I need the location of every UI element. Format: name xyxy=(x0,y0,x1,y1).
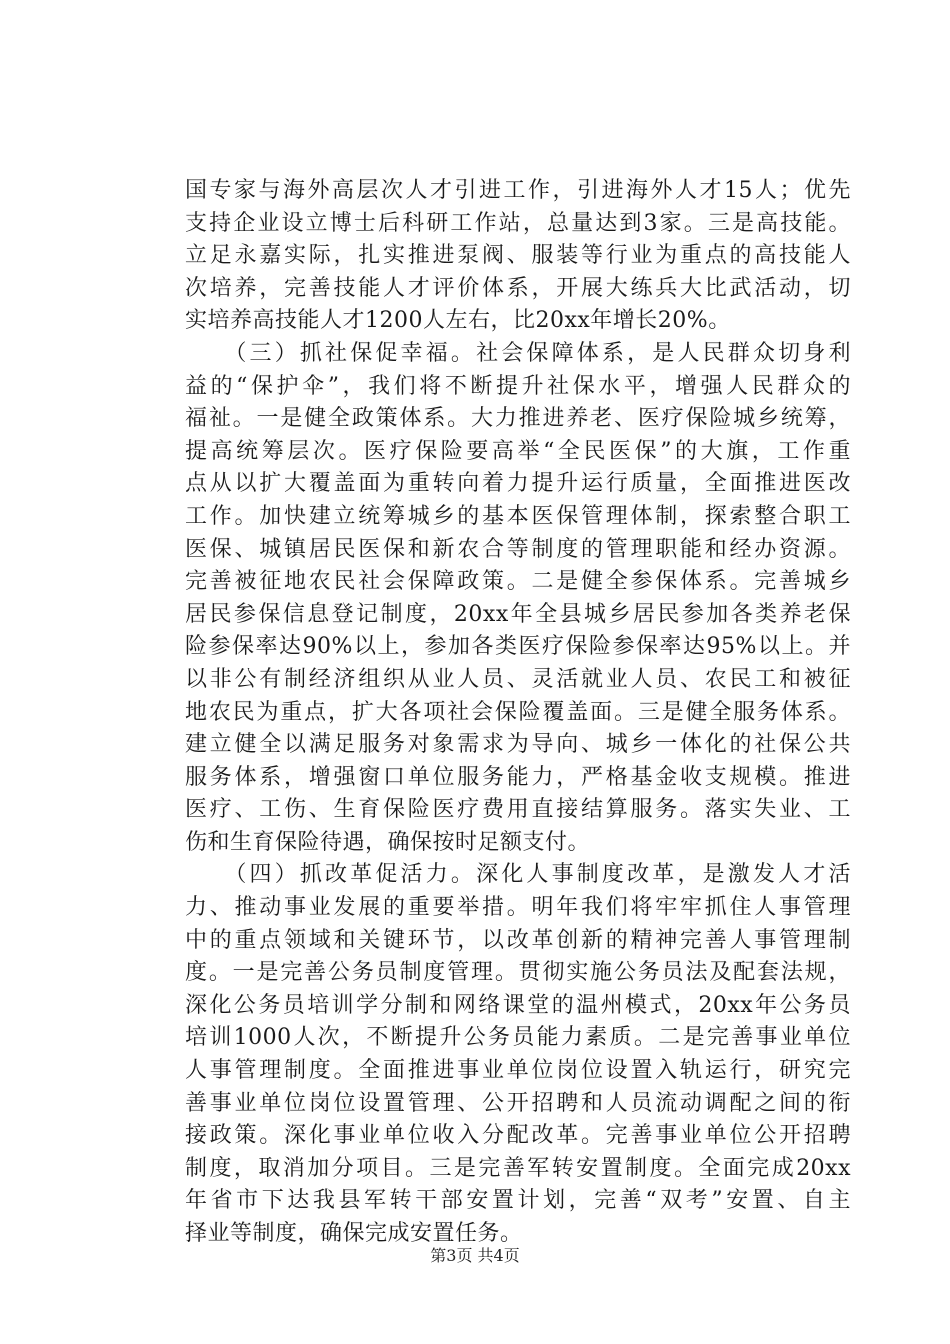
text-line: 中的重点领域和关键环节，以改革创新的精神完善人事管理制 xyxy=(185,927,851,953)
page-footer: 第3页 共4页 xyxy=(430,1246,520,1265)
text-line: 次培养，完善技能人才评价体系，开展大练兵大比武活动，切 xyxy=(185,275,851,301)
text-line: 提高统筹层次。医疗保险要高举“全民医保”的大旗，工作重 xyxy=(185,438,851,464)
text-line: 年省市下达我县军转干部安置计划，完善“双考”安置、自主 xyxy=(185,1188,851,1214)
text-line: 力、推动事业发展的重要举措。明年我们将牢牢抓住人事管理 xyxy=(185,895,851,921)
text-line: 以非公有制经济组织从业人员、灵活就业人员、农民工和被征 xyxy=(185,666,851,692)
text-line: 度。一是完善公务员制度管理。贯彻实施公务员法及配套法规， xyxy=(185,960,851,986)
text-line: 善事业单位岗位设置管理、公开招聘和人员流动调配之间的衔 xyxy=(185,1090,851,1116)
text-line: 制度，取消加分项目。三是完善军转安置制度。全面完成20xx xyxy=(185,1155,851,1181)
text-line: 居民参保信息登记制度，20xx年全县城乡居民参加各类养老保 xyxy=(185,601,851,627)
text-line: 服务体系，增强窗口单位服务能力，严格基金收支规模。推进 xyxy=(185,764,851,790)
text-line: 益的“保护伞”，我们将不断提升社保水平，增强人民群众的 xyxy=(185,373,851,399)
text-line: （三）抓社保促幸福。社会保障体系，是人民群众切身利 xyxy=(185,340,851,366)
text-line: 立足永嘉实际，扎实推进泵阀、服装等行业为重点的高技能人 xyxy=(185,243,851,269)
text-line: 接政策。深化事业单位收入分配改革。完善事业单位公开招聘 xyxy=(185,1123,851,1149)
text-line: 建立健全以满足服务对象需求为导向、城乡一体化的社保公共 xyxy=(185,732,851,758)
document-body xyxy=(185,175,851,1251)
text-line: 深化公务员培训学分制和网络课堂的温州模式，20xx年公务员 xyxy=(185,992,851,1018)
text-line: 点从以扩大覆盖面为重转向着力提升运行质量，全面推进医改 xyxy=(185,471,851,497)
text-line: 福祉。一是健全政策体系。大力推进养老、医疗保险城乡统筹， xyxy=(185,406,851,432)
text-line: 医保、城镇居民医保和新农合等制度的管理职能和经办资源。 xyxy=(185,536,851,562)
text-line: 医疗、工伤、生育保险医疗费用直接结算服务。落实失业、工 xyxy=(185,797,851,823)
text-line: 人事管理制度。全面推进事业单位岗位设置入轨运行，研究完 xyxy=(185,1058,851,1084)
text-line: （四）抓改革促活力。深化人事制度改革，是激发人才活 xyxy=(185,862,851,888)
text-line: 险参保率达90%以上，参加各类医疗保险参保率达95%以上。并 xyxy=(185,634,851,660)
text-line: 培训1000人次，不断提升公务员能力素质。二是完善事业单位 xyxy=(185,1025,851,1051)
text-line: 择业等制度，确保完成安置任务。 xyxy=(185,1221,523,1246)
text-line: 完善被征地农民社会保障政策。二是健全参保体系。完善城乡 xyxy=(185,569,851,595)
text-line: 工作。加快建立统筹城乡的基本医保管理体制，探索整合职工 xyxy=(185,503,851,529)
text-line: 地农民为重点，扩大各项社会保险覆盖面。三是健全服务体系。 xyxy=(185,699,851,725)
text-line: 伤和生育保险待遇，确保按时足额支付。 xyxy=(185,829,591,855)
text-line: 国专家与海外高层次人才引进工作，引进海外人才15人；优先 xyxy=(185,178,851,203)
text-line: 支持企业设立博士后科研工作站，总量达到3家。三是高技能。 xyxy=(185,210,851,236)
text-line: 实培养高技能人才1200人左右，比20xx年增长20%。 xyxy=(185,308,731,334)
